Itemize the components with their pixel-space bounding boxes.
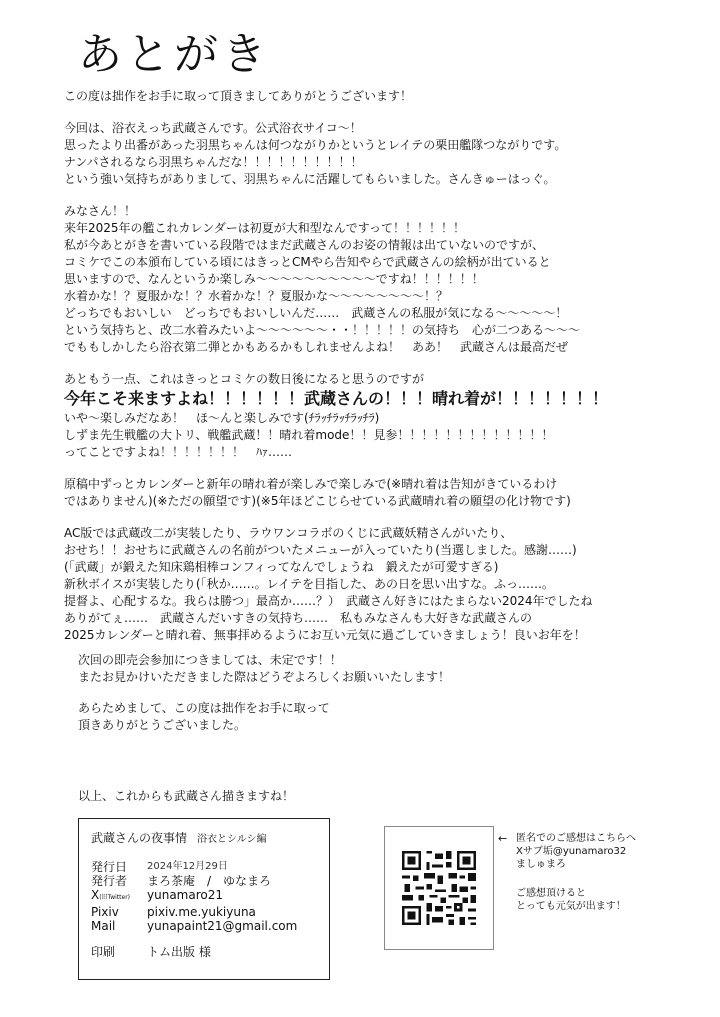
text-line: どっちでもおいしい どっちでもおいしいんだ…… 武蔵さんの私服が気になる～～～～～！ bbox=[64, 306, 568, 320]
qr-code-icon bbox=[399, 848, 479, 928]
text-line: (「武蔵」が鍛えた知床鶏相棒コンフィってなんでしょうね 鍛えたが可愛すぎる) bbox=[64, 560, 499, 574]
text-line: みなさん！！ bbox=[64, 204, 137, 218]
qr-thanks-line: ご感想頂けると bbox=[516, 888, 586, 899]
qr-caption-line: ましゅまろ bbox=[516, 859, 566, 870]
text-line: 次回の即売会参加につきましては、未定です！！ bbox=[78, 653, 342, 667]
colophon-label-text: X bbox=[91, 888, 100, 902]
text-line: でももしかしたら浴衣第二弾とかもあるかもしれませんよね！ ああ！ 武蔵さんは最高だぜ bbox=[64, 340, 569, 354]
colophon-label-text: 発行者 bbox=[91, 874, 128, 888]
colophon bbox=[78, 818, 330, 980]
book-subtitle: 浴衣とシルシ編 bbox=[197, 834, 267, 845]
colophon-row bbox=[91, 905, 317, 919]
colophon-row bbox=[91, 888, 317, 905]
emphasis-line: 今年こそ来ますよね！！！！！！武蔵さんの！！！晴れ着が！！！！！！！ bbox=[64, 389, 609, 408]
paragraph-gap bbox=[64, 188, 674, 203]
colophon-label bbox=[91, 874, 147, 888]
page-title: あとがき bbox=[78, 29, 270, 80]
colophon-title bbox=[91, 829, 317, 846]
colophon-label-note: (旧Twitter) bbox=[99, 894, 131, 901]
colophon-row bbox=[91, 945, 317, 959]
colophon-label bbox=[91, 919, 147, 933]
colophon-label-text: 発行日 bbox=[91, 860, 128, 874]
text-line: ってことですよね！！！！！！！ ﾊｧ…… bbox=[64, 445, 293, 459]
colophon-label-text: Pixiv bbox=[91, 905, 119, 919]
colophon-value: トム出版 様 bbox=[147, 945, 211, 959]
colophon-row bbox=[91, 874, 317, 888]
colophon-label bbox=[91, 860, 147, 874]
text-line: ナンパされるなら羽黒ちゃんだな！！！！！！！！！！ bbox=[64, 155, 363, 169]
text-line: 思ったより出番があった羽黒ちゃんは何つながりかというとレイテの栗田艦隊つながりです。 bbox=[64, 138, 567, 152]
text-line: ではありません)(※ただの願望です)(※5年ほどこじらせている武蔵晴れ着の願望の化け物です) bbox=[64, 494, 571, 508]
text-line: この度は拙作をお手に取って頂きましてありがとうございます！ bbox=[64, 89, 413, 103]
colophon-label bbox=[91, 945, 147, 959]
afterword-body bbox=[64, 88, 674, 644]
paragraph-gap bbox=[64, 356, 674, 371]
qr-caption-line: Xサブ垢@yunamaro32 bbox=[516, 846, 627, 857]
text-line: ありがてぇ…… 武蔵さんだいすきの気持ち…… 私もみなさんも大好きな武蔵さんの bbox=[64, 611, 533, 625]
colophon-label-text: Mail bbox=[91, 919, 116, 933]
colophon-row bbox=[91, 919, 317, 933]
colophon-label bbox=[91, 905, 147, 919]
colophon-value: まろ茶庵 / ゆなまろ bbox=[147, 874, 272, 888]
paragraph-gap bbox=[64, 510, 674, 525]
final-message: 以上、これからも武蔵さん描きますね！ bbox=[78, 789, 295, 803]
text-line: AC版では武蔵改二が実装したり、ラウワンコラボのくじに武蔵妖精さんがいたり、 bbox=[64, 526, 513, 540]
text-line: しずま先生戦艦の大トリ、戦艦武蔵！！晴れ着mode！！見参！！！！！！！！！！！！！ bbox=[64, 428, 554, 442]
text-line: あらためまして、この度は拙作をお手に取って bbox=[78, 701, 330, 715]
text-line: 私が今あとがきを書いている段階ではまだ武蔵さんのお姿の情報は出ていないのですが、 bbox=[64, 238, 545, 252]
arrow-left-icon: ← bbox=[498, 832, 508, 845]
qr-info bbox=[498, 832, 688, 913]
text-line: 頂きありがとうございました。 bbox=[78, 718, 247, 732]
text-line: またお見かけいただきました際はどうぞよろしくお願いいたします！ bbox=[78, 670, 451, 684]
text-line: おせち！！おせちに武蔵さんの名前がついたメニューが入っていたり(当選しました。感謝……) bbox=[64, 543, 577, 557]
colophon-row bbox=[91, 860, 317, 874]
text-line: 原稿中ずっとカレンダーと新年の晴れ着が楽しみで楽しみで(※晴れ着は告知がきているわけ bbox=[64, 477, 558, 491]
qr-thanks-line: とっても元気が出ます！ bbox=[516, 901, 626, 912]
text-line: という強い気持ちがありまして、羽黒ちゃんに活躍してもらいました。さんきゅーはっぐ。 bbox=[64, 172, 556, 186]
colophon-label-text: 印刷 bbox=[91, 945, 116, 959]
colophon-value[interactable]: yunamaro21 bbox=[147, 888, 223, 902]
text-line: 新秋ボイスが実装したり(「秋か……。レイテを目指した、あの日を思い出すな。ふっ……。 bbox=[64, 577, 554, 591]
book-title: 武蔵さんの夜事情 bbox=[91, 831, 188, 845]
text-line: コミケでこの本頒布している頃にはきっとCMやら告知やらで武蔵さんの絵柄が出ていると bbox=[64, 255, 551, 269]
text-line: 2025カレンダーと晴れ着、無事拝めるようにお互い元気に過ごしていきましょう！良いお年を！ bbox=[64, 628, 586, 642]
colophon-value[interactable]: yunapaint21@gmail.com bbox=[147, 919, 298, 933]
qr-caption-line: 匿名でのご感想はこちらへ bbox=[516, 833, 636, 844]
text-line: 今回は、浴衣えっち武蔵さんです。公式浴衣サイコ～！ bbox=[64, 121, 362, 135]
colophon-label bbox=[91, 888, 147, 905]
closing-message bbox=[78, 652, 638, 734]
paragraph-gap bbox=[64, 105, 674, 120]
text-line: 思いますので、なんというか楽しみ～～～～～～～～～～ですね！！！！！！ bbox=[64, 272, 484, 286]
paragraph-gap bbox=[64, 461, 674, 476]
text-line: という気持ちと、改二水着みたいよ～～～～～～・・！！！！！の気持ち 心が二つある～～～ bbox=[64, 323, 581, 337]
text-line: いや～楽しみだなあ！ ほ～んと楽しみです(ﾁﾗｯﾁﾗｯﾁﾗｯﾁﾗ) bbox=[64, 411, 380, 425]
paragraph-gap bbox=[78, 686, 638, 700]
colophon-value: 2024年12月29日 bbox=[147, 861, 228, 872]
colophon-value[interactable]: pixiv.me.yukiyuna bbox=[147, 905, 256, 919]
text-line: 提督よ、心配するな。我らは勝つ」最高か……？） 武蔵さん好きにはたまらない2024年でしたね bbox=[64, 594, 593, 608]
qr-code-box[interactable] bbox=[384, 826, 494, 950]
text-line: あともう一点、これはきっとコミケの数日後になると思うのですが bbox=[64, 372, 425, 386]
text-line: 来年2025年の艦これカレンダーは初夏が大和型なんですって！！！！！！ bbox=[64, 221, 466, 235]
text-line: 水着かな！？夏服かな！？水着かな！？夏服かな～～～～～～～～！？ bbox=[64, 289, 449, 303]
